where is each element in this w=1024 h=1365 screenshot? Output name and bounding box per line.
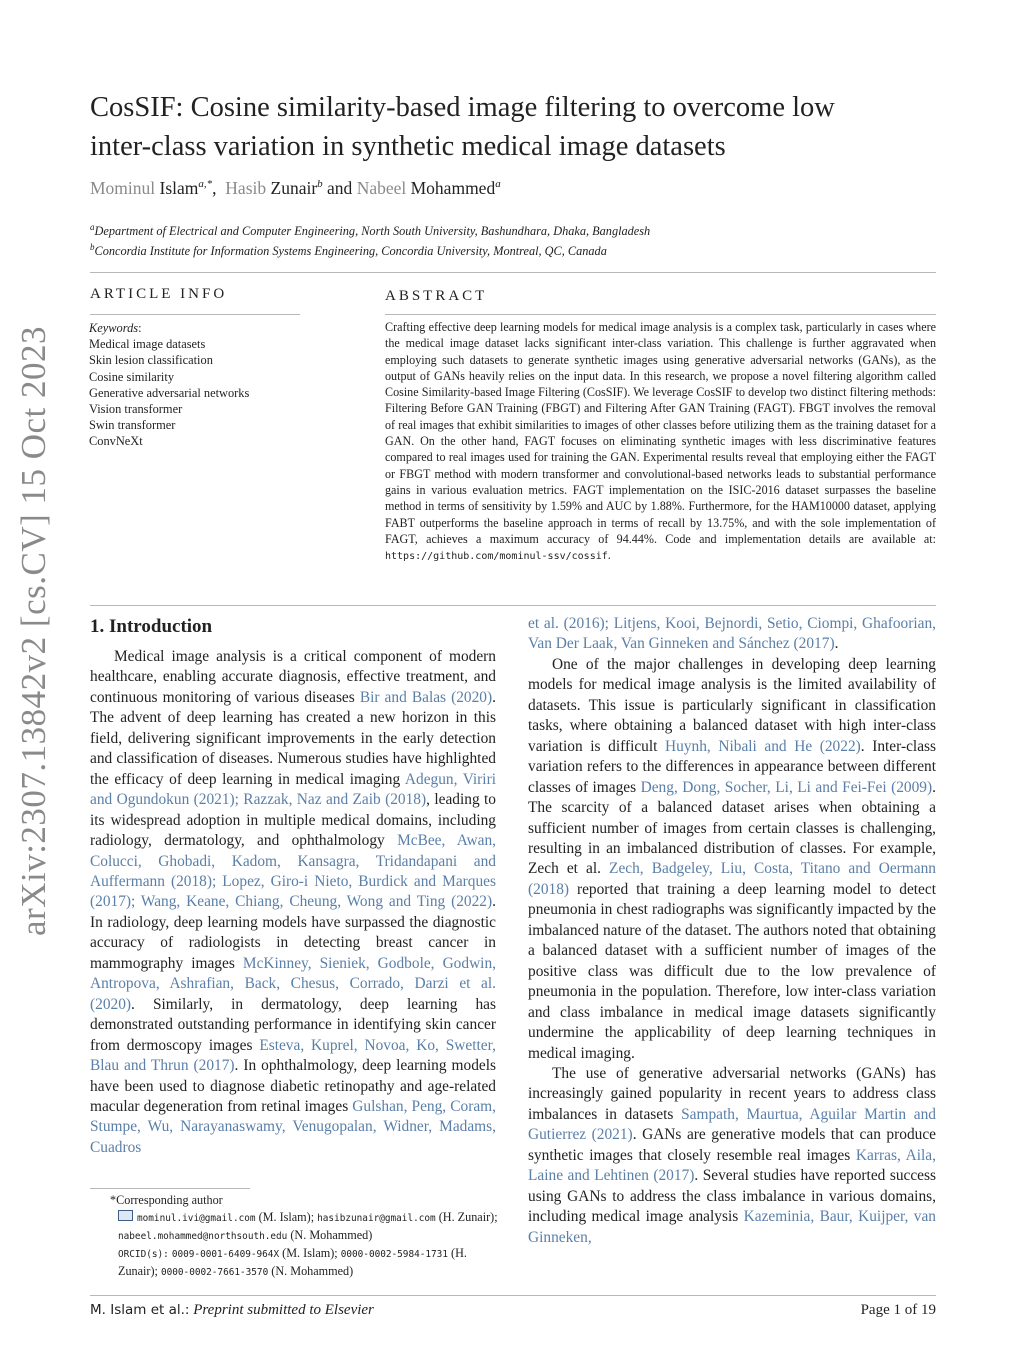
abstract-rule [385,314,936,315]
text-run: . Similarly, in dermatology, deep learning has demonstrated outstanding performance in identifying skin cancer from dermoscopy images [90,995,496,1054]
title-line-1: CosSIF: Cosine similarity-based image filtering to overcome low [90,92,835,123]
affiliation-a [90,222,950,239]
affiliation-a-text: Department of Electrical and Computer Engineering, North South University, Bashundhara, Dhaka, Bangladesh [94,224,651,239]
author-2-first: Hasib [225,178,267,198]
text-run: . In radiology, deep learning models have surpassed the diagnostic accuracy of radiologists in detecting breast cancer in mammography images [90,893,496,972]
section-heading-introduction: 1. Introduction [90,616,213,637]
keywords-block: Keywords: Medical image datasets Skin lesion classification Cosine similarity Generative adversarial networks Vision transformer Swin transformer ConvNeXt [89,321,250,449]
author-3-first: Nabeel [356,178,407,198]
author-3-last: Mohammed [410,178,496,198]
intro-paragraph-1-cont [528,614,936,655]
text-run: . [834,635,839,653]
email-1[interactable]: mominul.ivi@gmail.com [137,1213,256,1224]
paper-title [90,88,950,166]
author-2-sup: b [317,178,323,191]
abstract-code-link[interactable]: https://github.com/mominul-ssv/cossif [385,551,608,563]
abstract-body: Crafting effective deep learning models for medical image analysis is a complex task, particularly in cases where the medical image dataset lacks significant inter-class variation. This challenge is further aggravated when employing such datasets to generate synthetic images using generative adversarial networks (GANs), as the output of GANs heavily relies on the input data. In this research, we propose a novel filtering algorithm called Cosine Similarity-based Image Filtering (CosSIF). We leverage CosSIF to develop two distinct filtering methods: Filtering Before GAN Training (FBGT) and Filtering After GAN Training (FAGT). FBGT involves the removal of real images that exhibit similarities to images of other classes before utilizing them as the training dataset for a GAN. On the other hand, FAGT focuses on eliminating synthetic images with less discriminative features compared to real images used for training the GAN. Experimental results reveal that employing either the FAGT or FBGT method with modern transformer and convolutional-based networks leads to substantial performance gains in various evaluation metrics. FAGT implementation on the ISIC-2016 dataset surpasses the baseline method in terms of sensitivity by 1.59% and AUC by 1.88%. Furthermore, for the HAM10000 dataset, applying FABT outperforms the baseline approach in terms of recall by 13.75%, and with the sole implementation of FAGT, achieves a maximum accuracy of 94.44%. Code and implementation details are available at: https://github.com/mominul-ssv/cossif. [385,320,936,563]
citation-link[interactable]: Huynh, Nibali and He (2022) [665,737,861,755]
email-3-owner: (N. Mohammed) [290,1228,373,1242]
keyword-item: Skin lesion classification [89,353,213,368]
email-3[interactable]: nabeel.mohammed@northsouth.edu [118,1231,288,1242]
email-line [90,1209,500,1245]
intro-paragraph-1 [90,647,496,1158]
footnote [90,1192,500,1281]
citation-link[interactable]: Bir and Balas (2020) [359,688,493,706]
orcid-1-owner: (M. Islam); [282,1246,338,1260]
citation-link[interactable]: Kazeminia, Baur, Kuijper, van Ginneken, [528,1208,936,1246]
author-1-last: Islam [159,178,199,198]
citation-link[interactable]: Zech, Badgeley, Liu, Costa, Titano and Oermann (2018) [528,860,936,898]
keyword-item: Cosine similarity [89,369,175,384]
text-run: The use of generative adversarial networks (GANs) has increasingly gained popularity in recent years to address class imbalances in datasets [528,1064,936,1123]
keyword-item: ConvNeXt [89,434,143,449]
abstract-text: Crafting effective deep learning models for medical image analysis is a complex task, particularly in cases where the medical image dataset lacks significant inter-class variation. This challenge is further aggravated when employing such datasets to generate synthetic images using generative adversarial networks (GANs), as the output of GANs heavily relies on the input data. In this research, we propose a novel filtering algorithm called Cosine Similarity-based Image Filtering (CosSIF). We leverage CosSIF to develop two distinct filtering methods: Filtering Before GAN Training (FBGT) and Filtering After GAN Training (FAGT). FBGT involves the removal of real images that exhibit similarities to images of other classes before utilizing them as the training dataset for a GAN. On the other hand, FAGT focuses on eliminating synthetic images with less discriminative features compared to real images used for training the GAN. Experimental results reveal that employing either the FAGT or FBGT method with modern transformer and convolutional-based networks leads to substantial performance gains in various evaluation metrics. FAGT implementation on the ISIC-2016 dataset surpasses the baseline method in terms of sensitivity by 1.59% and AUC by 1.88%. Furthermore, for the HAM10000 dataset, applying FABT outperforms the baseline approach in terms of recall by 13.75%, and with the sole implementation of FAGT, achieves a maximum accuracy of 94.44%. Code and implementation details are available at: [385,320,936,546]
citation-link[interactable]: Sampath, Maurtua, Aguilar Martin and Gutierrez (2021) [528,1105,936,1144]
author-1-first: Mominul [90,178,156,198]
footer-authors: M. Islam et al.: [90,1302,190,1318]
title-line-2: inter-class variation in synthetic medical image datasets [90,131,726,162]
email-1-owner: (M. Islam); [258,1210,315,1224]
citation-link[interactable]: et al. (2016); Litjens, Kooi, Bejnordi, Setio, Ciompi, Ghafoorian, Van Der Laak, Van Ginneken and Sánchez (2017) [528,615,936,653]
intro-paragraph-3 [528,1064,936,1248]
author-3-sup: a [495,178,501,191]
orcid-3[interactable]: 0000-0002-7661-3570 [160,1267,269,1278]
text-run: . Inter-class variation refers to the differences in appearance between different classes of images [528,737,936,796]
orcid-label: ORCID(s): [118,1249,169,1260]
citation-link[interactable]: Gulshan, Peng, Coram, Stumpe, Wu, Narayanaswamy, Venugopalan, Widner, Madams, Cuadros [90,1097,496,1156]
right-column [528,614,936,1248]
author-2-last: Zunair [270,178,318,198]
citation-link[interactable]: Esteva, Kuprel, Novoa, Ko, Swetter, Blau and Thrun (2017) [90,1036,496,1075]
intro-paragraph-2 [528,655,936,1064]
orcid-1[interactable]: 0009-0001-6409-964X [171,1249,280,1260]
orcid-2-owner: (H. Zunair); [118,1246,467,1278]
orcid-line [90,1245,500,1281]
affiliation-b [90,242,950,259]
text-run: . The scarcity of a balanced dataset arises when obtaining a sufficient number of images from certain classes is challenging, resulting in an imbalanced distribution of classes. For example, Zech et al. [528,778,936,878]
footer-left [90,1302,374,1319]
affiliation-b-sup: b [90,242,95,252]
orcid-3-owner: (N. Mohammed) [271,1264,354,1278]
article-info-rule [90,314,300,315]
footnote-rule [90,1188,250,1189]
keyword-item: Generative adversarial networks [89,385,250,400]
text-run: . Several studies have reported success using GANs to address the class imbalance in various domains, including medical image analysis [528,1167,936,1226]
body-divider [90,605,936,606]
footer-journal: Preprint submitted to Elsevier [193,1302,374,1318]
orcid-2[interactable]: 0000-0002-5984-1731 [340,1249,448,1260]
email-2-owner: (H. Zunair); [438,1210,498,1224]
author-and: and [327,178,353,198]
author-1-sup: a,* [198,178,213,191]
citation-link[interactable]: McBee, Awan, Colucci, Ghobadi, Kadom, Kansagra, Tridandapani and Auffermann (2018); Lopez, Giro-i Nieto, Burdick and Marques (2017); Wang, Keane, Chiang, Cheung, Wong and Ting (2022) [90,832,496,911]
text-run: reported that training a deep learning model to detect pneumonia in chest radiographs was significantly impacted by the imbalanced nature of the dataset. The authors noted that obtaining a balanced dataset with a sufficient number of images of the positive class was difficult due to the low prevalence of pneumonia in the population. Therefore, low inter-class variation and class imbalance in medical image datasets significantly undermine the applicability of deep learning techniques in medical imaging. [528,880,936,1062]
text-run: . In ophthalmology, deep learning models have been used to diagnose diabetic retinopathy and age-related macular degeneration from retinal images [90,1057,496,1115]
page-number: Page 1 of 19 [860,1302,936,1318]
affiliation-b-text: Concordia Institute for Information Systems Engineering, Concordia University, Montreal, QC, Canada [94,244,607,259]
header-divider [90,272,936,273]
keyword-item: Vision transformer [89,402,183,417]
text-run: Medical image analysis is a critical component of modern healthcare, enabling accurate diagnosis, effective treatment, and continuous monitoring of various diseases [90,648,496,706]
text-run: . The advent of deep learning has created a new horizon in this field, delivering significant improvements in the early detection and classification of diseases. Numerous studies have highlighted the efficacy of deep learning in medical imaging [90,688,496,788]
envelope-icon [118,1210,133,1221]
left-column [90,647,496,1158]
footer-divider [90,1295,936,1296]
citation-link[interactable]: McKinney, Sieniek, Godbole, Godwin, Antropova, Ashrafian, Back, Chesus, Corrado, Darzi et al. (2020) [90,954,497,1013]
author-list: Mominul Islam$^{a,*}$, Hasib Zunair$^b$ and Nabeel Mohammed$^a$ [90,178,501,198]
corresponding-author: *Corresponding author [110,1193,223,1207]
text-run: , leading to its widespread adoption in multiple medical domains, including radiology, dermatology, and ophthalmology [90,791,496,850]
arxiv-stamp: arXiv:2307.13842v2 [cs.CV] 15 Oct 2023 [14,325,53,936]
text-run: . GANs are generative models that can produce synthetic images that closely resemble real images [528,1126,936,1164]
text-run: One of the major challenges in developing deep learning models for medical image analysis is the limited availability of datasets. This issue is particularly significant in classification tasks, where obtaining a balanced dataset with high inter-class variation is difficult [528,655,936,755]
affiliation-a-sup: a [90,222,95,232]
keyword-item: Medical image datasets [89,337,206,352]
abstract-heading: ABSTRACT [385,288,488,304]
keyword-item: Swin transformer [89,418,176,433]
keywords-label: Keywords [89,321,139,335]
citation-link[interactable]: Adegun, Viriri and Ogundokun (2021); Razzak, Naz and Zaib (2018) [90,770,496,809]
article-info-heading: ARTICLE INFO [90,286,228,302]
citation-link[interactable]: Deng, Dong, Socher, Li, Li and Fei-Fei (2009) [640,778,933,796]
email-2[interactable]: hasibzunair@gmail.com [317,1213,436,1224]
citation-link[interactable]: Karras, Aila, Laine and Lehtinen (2017) [528,1146,936,1185]
